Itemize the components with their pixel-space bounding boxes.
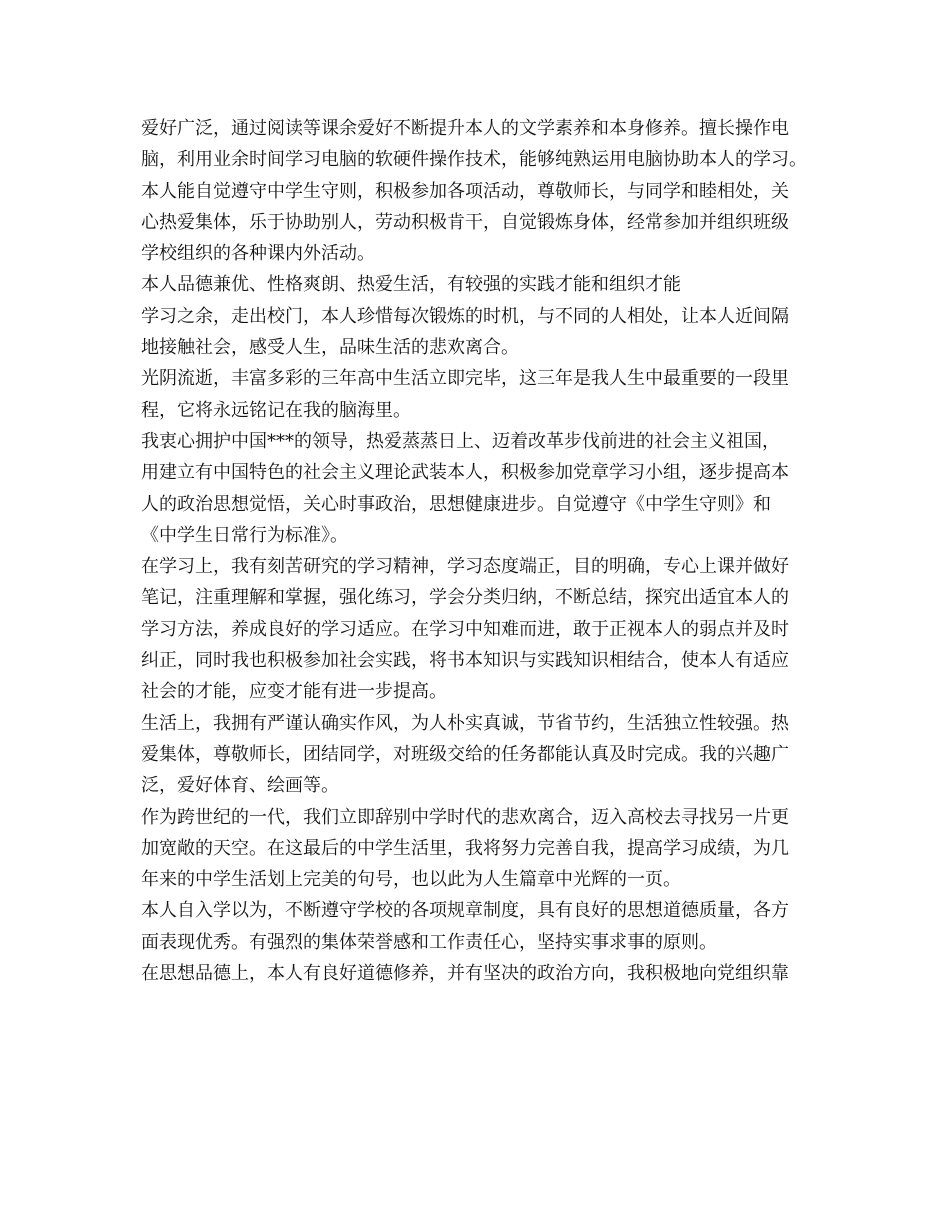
text-line: 学习方法，养成良好的学习适应。在学习中知难而进，敢于正视本人的弱点并及时 xyxy=(141,618,789,640)
text-line: 社会的才能，应变才能有进一步提高。 xyxy=(141,681,447,703)
text-line: 生活上，我拥有严谨认确实作风，为人朴实真诚，节省节约，生活独立性较强。热 xyxy=(141,712,789,734)
text-line: 作为跨世纪的一代，我们立即辞别中学时代的悲欢离合，迈入高校去寻找另一片更 xyxy=(141,806,789,828)
text-line: 程，它将永远铭记在我的脑海里。 xyxy=(141,399,411,421)
text-line: 年来的中学生活划上完美的句号，也以此为人生篇章中光辉的一页。 xyxy=(141,869,681,891)
text-line: 爱集体，尊敬师长，团结同学，对班级交给的任务都能认真及时完成。我的兴趣广 xyxy=(141,743,789,765)
text-line: 在思想品德上，本人有良好道德修养，并有坚决的政治方向，我积极地向党组织靠 xyxy=(141,963,789,985)
text-line: 笔记，注重理解和掌握，强化练习，学会分类归纳，不断总结，探究出适宜本人的 xyxy=(141,587,789,609)
text-line: 人的政治思想觉悟，关心时事政治，思想健康进步。自觉遵守《中学生守则》和 xyxy=(141,493,771,515)
text-line: 我衷心拥护中国***的领导，热爱蒸蒸日上、迈着改革步伐前进的社会主义祖国， xyxy=(141,430,780,452)
text-line: 纠正，同时我也积极参加社会实践，将书本知识与实践知识相结合，使本人有适应 xyxy=(141,650,789,672)
text-line: 爱好广泛，通过阅读等课余爱好不断提升本人的文学素养和本身修养。擅长操作电 xyxy=(141,118,789,139)
text-line: 光阴流逝，丰富多彩的三年高中生活立即完毕，这三年是我人生中最重要的一段里 xyxy=(141,368,789,390)
text-line: 心热爱集体，乐于协助别人，劳动积极肯干，自觉锻炼身体，经常参加并组织班级 xyxy=(141,211,789,233)
text-line: 《中学生日常行为标准》。 xyxy=(141,524,348,546)
text-line: 本人品德兼优、性格爽朗、热爱生活，有较强的实践才能和组织才能 xyxy=(141,274,681,296)
text-line: 本人自入学以为，不断遵守学校的各项规章制度，具有良好的思想道德质量，各方 xyxy=(141,900,789,922)
text-line: 学校组织的各种课内外活动。 xyxy=(141,243,375,265)
text-line: 在学习上，我有刻苦研究的学习精神，学习态度端正，目的明确，专心上课并做好 xyxy=(141,556,789,578)
document-body xyxy=(141,113,821,989)
text-line: 加宽敞的天空。在这最后的中学生活里，我将努力完善自我，提高学习成绩，为几 xyxy=(141,837,789,859)
text-line: 面表现优秀。有强烈的集体荣誉感和工作责任心，坚持实事求事的原则。 xyxy=(141,931,717,953)
text-line: 地接触社会，感受人生，品味生活的悲欢离合。 xyxy=(141,337,519,359)
text-line: 泛，爱好体育、绘画等。 xyxy=(141,775,339,797)
text-line: 学习之余，走出校门，本人珍惜每次锻炼的时机，与不同的人相处，让本人近间隔 xyxy=(141,305,789,327)
text-line: 用建立有中国特色的社会主义理论武装本人，积极参加党章学习小组，逐步提高本 xyxy=(141,462,789,484)
text-line: 脑，利用业余时间学习电脑的软硬件操作技术，能够纯熟运用电脑协助本人的学习。 xyxy=(141,149,807,171)
text-line: 本人能自觉遵守中学生守则，积极参加各项活动，尊敬师长，与同学和睦相处，关 xyxy=(141,180,789,202)
